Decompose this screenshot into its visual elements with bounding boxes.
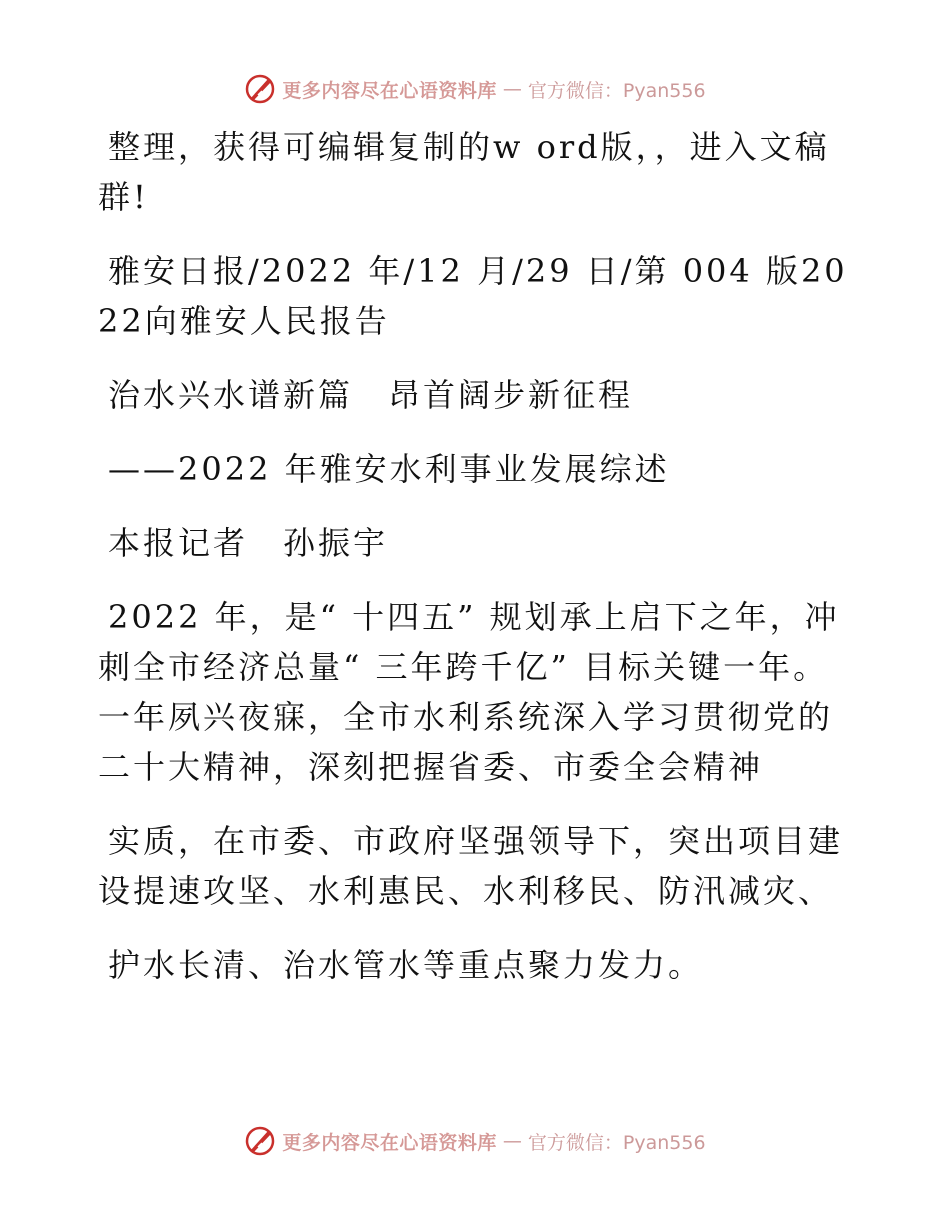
- banner-dash: —: [502, 1130, 522, 1152]
- paragraph-intro: 整理，获得可编辑复制的w ord版，，进入文稿群!: [98, 128, 830, 216]
- quill-pen-logo-icon: [244, 1125, 276, 1157]
- paragraph-body-3: 护水长清、治水管水等重点聚力发力。: [108, 946, 704, 984]
- paragraph-body-2: 实质，在市委、市政府坚强领导下，突出项目建设提速攻坚、水利惠民、水利移民、防汛减灾、: [98, 822, 844, 910]
- banner-wechat: 官方微信：Pyan556: [527, 79, 706, 102]
- paragraph-source: 雅安日报/2022 年/12 月/29 日/第 004 版2022向雅安人民报告: [98, 252, 848, 340]
- banner-wechat: 官方微信：Pyan556: [527, 1131, 706, 1154]
- article-subtitle: ——2022 年雅安水利事业发展综述: [108, 450, 670, 488]
- document-body: [98, 122, 858, 1014]
- paragraph-body-1: 2022 年，是“ 十四五” 规划承上启下之年，冲刺全市经济总量“ 三年跨千亿” 目标关键一年。一年夙兴夜寐，全市水利系统深入学习贯彻党的二十大精神，深刻把握省委、市委全会精神: [98, 598, 840, 786]
- article-title: 治水兴水谱新篇 昂首阔步新征程: [108, 376, 634, 414]
- banner-slogan: 更多内容尽在心语资料库: [282, 1131, 497, 1154]
- article-byline: 本报记者 孙振宇: [108, 524, 389, 562]
- quill-pen-logo-icon: [244, 73, 276, 105]
- footer-banner: [0, 1124, 950, 1158]
- banner-dash: —: [502, 78, 522, 100]
- header-banner: [0, 72, 950, 106]
- banner-slogan: 更多内容尽在心语资料库: [282, 79, 497, 102]
